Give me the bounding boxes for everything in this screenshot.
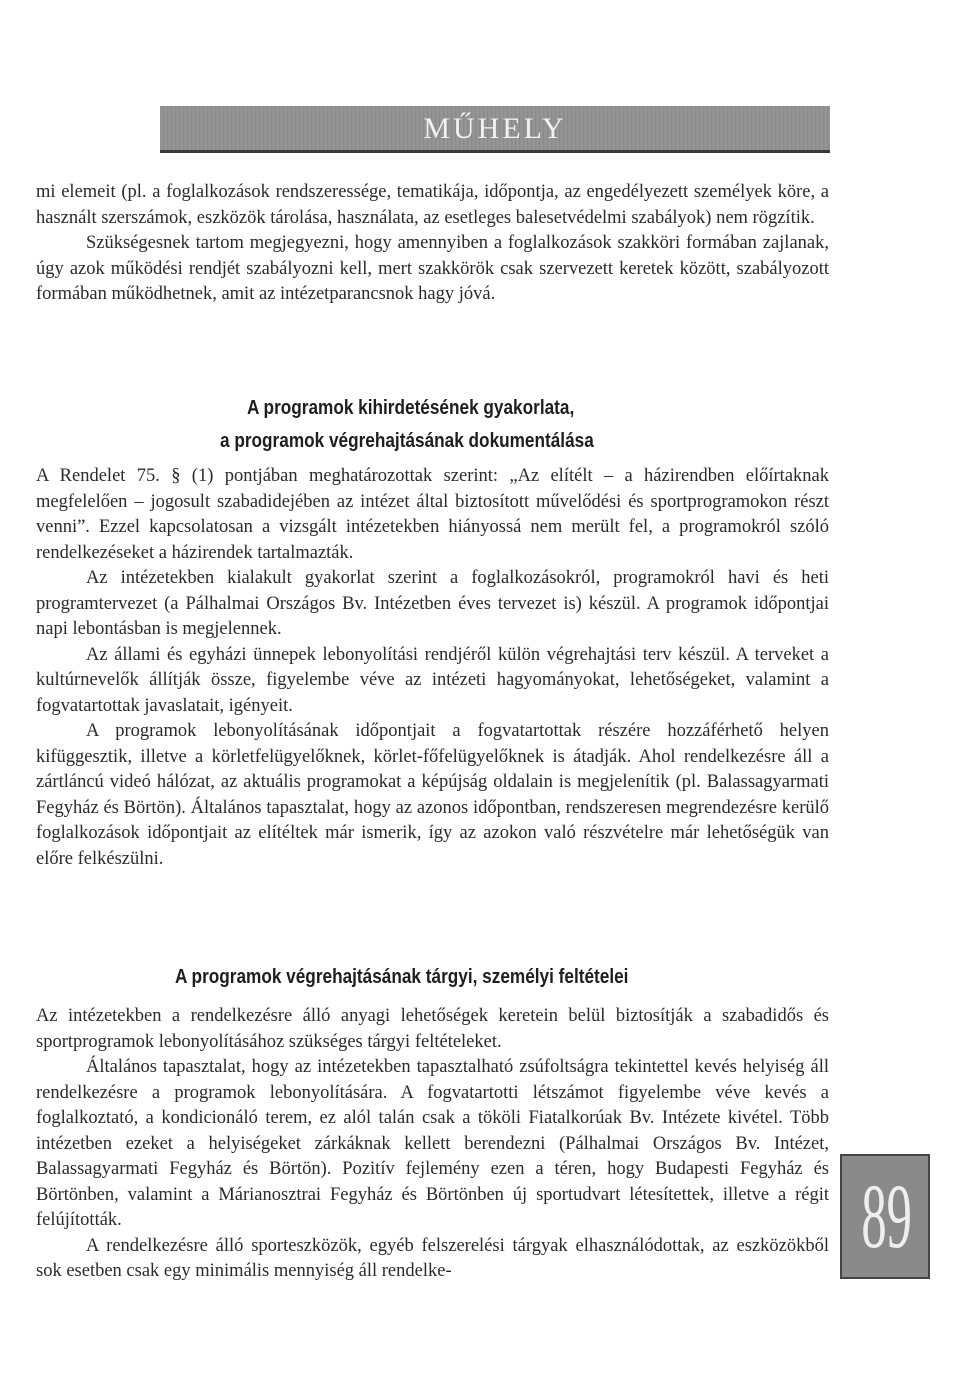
paragraph: A programok lebonyolításának időpontjait a fogvatartottak részére hozzáférhető helyen kifüggesztik, illetve a körletfelügyelőknek, körlet-főfelügyelőknek is átadják. Ahol rendelkezésre áll a zártláncú videó hálózat, az aktuális programokat a képújság oldalain is megjelenítik (pl. Balassagyarmati Fegyház és Börtön). Általános tapasztalat, hogy az azonos időpontban, rendszeresen megrendezésre kerülő foglalkozások időpontjait az elítéltek már ismerik, így az azokon való részvételre már lehetőségük van előre felkészülni. (36, 721, 829, 869)
top-paragraphs (36, 180, 829, 308)
section-title: MŰHELY (423, 112, 567, 145)
paragraph: Szükségesnek tartom megjegyezni, hogy amennyiben a foglalkozások szakköri formában zajlanak, úgy azok működési rendjét szabályozni kell, mert szakkörök csak szervezett keretek között, szabályozott formában működhetnek, amit az intézetparancsnok hagy jóvá. (36, 233, 829, 304)
paragraph: Általános tapasztalat, hogy az intézetekben tapasztalható zsúfoltságra tekintettel kevés helyiség áll rendelkezésre a programok lebonyolítására. A fogvatartotti létszámot figyelembe véve kevés a foglalkoztató, a kondicionáló terem, ez alól talán csak a tököli Fiatalkorúak Bv. Intézete kivétel. Több intézetben ezeket a helyiségeket zárkáknak kellett berendezni (Pálhalmai Országos Bv. Intézet, Balassagyarmati Fegyház és Börtön). Pozitív fejlemény ezen a téren, hogy Budapesti Fegyház és Börtönben, valamint a Márianosztrai Fegyház és Börtönben új sportudvart létesítettek, illetve a régit felújították. (36, 1057, 829, 1230)
paragraph: A Rendelet 75. § (1) pontjában meghatározottak szerint: „Az elítélt – a házirendben előírtaknak megfelelően – jogosult szabadidejében az intézet által biztosított művelődési és sportprogramokon részt venni”. Ezzel kapcsolatosan a vizsgált intézetekben hiányossá nem merült fel, a programokról szóló rendelkezéseket a házirendek tartalmazták. (36, 466, 829, 563)
page-number-box (840, 1154, 930, 1279)
paragraph: A rendelkezésre álló sporteszközök, egyéb felszerelési tárgyak elhasználódottak, az eszközökből sok esetben csak egy minimális mennyiség áll rendelke- (36, 1235, 829, 1281)
section2-heading: A programok végrehajtásának tárgyi, személyi feltételei (175, 966, 629, 988)
paragraph: mi elemeit (pl. a foglalkozások rendszeressége, tematikája, időpontja, az engedélyezett személyek köre, a használt szerszámok, eszközök tárolása, használata, az esetleges balesetvédelmi szabályok) nem rögzítik. (36, 182, 829, 228)
paragraph: Az intézetekben kialakult gyakorlat szerint a foglalkozásokról, programokról havi és heti programtervezet (a Pálhalmai Országos Bv. Intézetben éves tervezet is) készül. A programok időpontjai napi lebontásban is megjelennek. (36, 568, 829, 639)
section-heading-line1: A programok kihirdetésének gyakorlata, (247, 397, 575, 419)
paragraph: Az intézetekben a rendelkezésre álló anyagi lehetőségek keretein belül biztosítják a szabadidős és sportprogramok lebonyolításához szükséges tárgyi feltételeket. (36, 1006, 829, 1052)
section2-body (36, 1004, 829, 1285)
section-header-band (160, 106, 830, 153)
paragraph: Az állami és egyházi ünnepek lebonyolítási rendjéről külön végrehajtási terv készül. A terveket a kultúrnevelők állítják össze, figyelembe véve az intézeti hagyományokat, lehetőségeket, valamint a fogvatartottak javaslatait, igényeit. (36, 644, 829, 716)
page-number: 89 (861, 1165, 912, 1267)
section1-body (36, 464, 829, 872)
section-heading-line2: a programok végrehajtásának dokumentálása (220, 430, 594, 452)
